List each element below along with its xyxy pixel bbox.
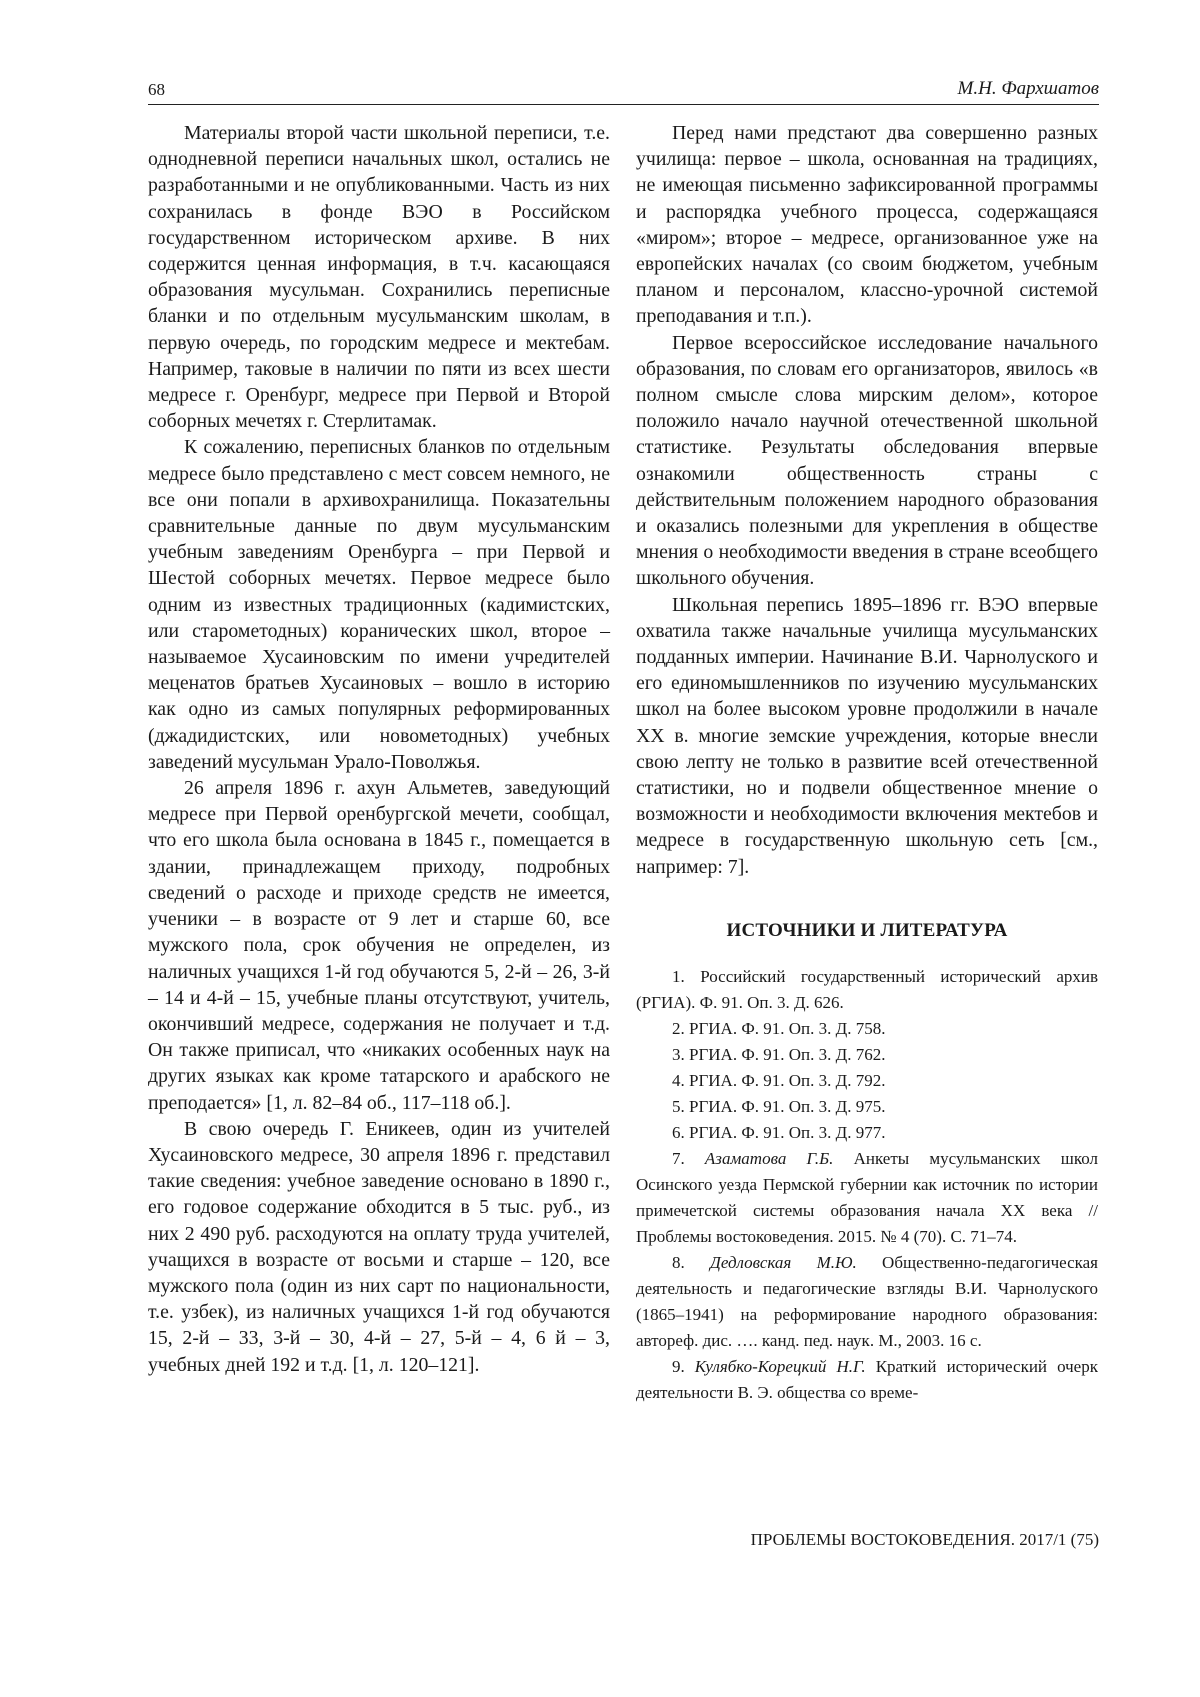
reference-number: 1.	[672, 967, 685, 987]
reference-number: 8.	[672, 1253, 685, 1273]
reference-text: Краткий исторический очерк деятельности В. Э. общества со време-	[636, 1357, 1098, 1403]
reference-text: РГИА. Ф. 91. Оп. 3. Д. 792.	[689, 1071, 886, 1091]
reference-number: 9.	[672, 1357, 685, 1377]
reference-item	[636, 1250, 1098, 1354]
author-header: М.Н. Фархшатов	[957, 78, 1099, 99]
reference-text: РГИА. Ф. 91. Оп. 3. Д. 975.	[689, 1097, 886, 1117]
reference-number: 6.	[672, 1123, 685, 1143]
left-column	[148, 120, 610, 1378]
reference-number: 5.	[672, 1097, 685, 1117]
reference-author: Кулябко-Корецкий Н.Г.	[694, 1357, 866, 1377]
journal-footer: ПРОБЛЕМЫ ВОСТОКОВЕДЕНИЯ. 2017/1 (75)	[750, 1530, 1099, 1549]
reference-item	[636, 1042, 1098, 1068]
right-column	[636, 120, 1098, 1406]
reference-item	[636, 1016, 1098, 1042]
paragraph: Первое всероссийское исследование начального образования, по словам его организаторов, явилось «в полном смысле слова мирским делом», которое положило начало научной отечественной школьной статистике. Результаты обследования впервые ознакомили общественность страны с действительным положением народного образования и оказались полезными для укрепления в обществе мнения о необходимости введения в стране всеобщего школьного обучения.	[636, 331, 1098, 590]
paragraph: Материалы второй части школьной переписи, т.е. однодневной переписи начальных школ, остались не разработанными и не опубликованными. Часть из них сохранилась в фонде ВЭО в Российском государственном историческом архиве. В них содержится ценная информация, в т.ч. касающаяся образования мусульман. Сохранились переписные бланки и по отдельным мусульманским школам, в первую очередь, по городским медресе и мектебам. Например, таковые в наличии по пяти из всех шести медресе г. Оренбург, медресе при Первой и Второй соборных мечетях г. Стерлитамак.	[148, 122, 610, 433]
references-list	[636, 964, 1098, 1406]
reference-number: 7.	[672, 1149, 685, 1169]
reference-number: 3.	[672, 1045, 685, 1065]
reference-text: Общественно-педагогическая деятельность и педагогические взгляды В.И. Чарнолуского (1865–1941) на реформирование народного образования: автореф. дис. …. канд. пед. наук. М., 2003. 16 с.	[636, 1253, 1098, 1351]
reference-item	[636, 1068, 1098, 1094]
reference-text: РГИА. Ф. 91. Оп. 3. Д. 762.	[689, 1045, 886, 1065]
paragraph: Школьная перепись 1895–1896 гг. ВЭО впервые охватила также начальные училища мусульманских подданных империи. Начинание В.И. Чарнолуского и его единомышленников по изучению мусульманских школ на более высоком уровне продолжили в начале XX в. многие земские учреждения, которые внесли свою лепту не только в развитие всей отечественной статистики, но и подвели общественное мнение о возможности и необходимости включения мектебов и медресе в государственную школьную сеть [см., например: 7].	[636, 593, 1098, 878]
reference-text: Анкеты мусульманских школ Осинского уезда Пермской губернии как источник по истории примечетской системы образования начала XX века // Проблемы востоковедения. 2015. № 4 (70). С. 71–74.	[636, 1149, 1099, 1247]
paragraph: Перед нами предстают два совершенно разных училища: первое – школа, основанная на традициях, не имеющая письменно зафиксированной программы и распорядка учебного процесса, содержащаяся «миром»; второе – медресе, организованное уже на европейских началах (со своим бюджетом, учебным планом и персоналом, классно-урочной системой преподавания и т.п.).	[636, 122, 1098, 328]
reference-author: Дедловская М.Ю.	[710, 1253, 857, 1273]
reference-item	[636, 964, 1098, 1016]
running-head	[148, 78, 1099, 105]
references-heading: ИСТОЧНИКИ И ЛИТЕРАТУРА	[726, 919, 1008, 941]
paragraph: В свою очередь Г. Еникеев, один из учителей Хусаиновского медресе, 30 апреля 1896 г. представил такие сведения: учебное заведение основано в 1890 г., его годовое содержание обходится в 5 тыс. руб., из них 2 490 руб. расходуются на оплату труда учителей, учащихся в возрасте от восьми и старше – 120, все мужского пола (один из них сарт по национальности, т.е. узбек), из наличных учащихся 1-й год обучаются 15, 2-й – 33, 3-й – 30, 4-й – 27, 5-й – 4, 6 й – 3, учебных дней 192 и т.д. [1, л. 120–121].	[148, 1117, 610, 1376]
reference-item	[636, 1094, 1098, 1120]
paragraph: К сожалению, переписных бланков по отдельным медресе было представлено с мест совсем немного, не все они попали в архивохранилища. Показательны сравнительные данные по двум мусульманским учебным заведениям Оренбурга – при Первой и Шестой соборных мечетях. Первое медресе было одним из известных традиционных (кадимистских, или старометодных) коранических школ, второе – называемое Хусаиновским по имени учредителей меценатов братьев Хусаиновых – вошло в историю как одно из самых популярных реформированных (джадидистских, или новометодных) учебных заведений мусульман Урало-Поволжья.	[148, 436, 610, 773]
reference-number: 2.	[672, 1019, 685, 1039]
reference-item	[636, 1120, 1098, 1146]
reference-number: 4.	[672, 1071, 685, 1091]
reference-item	[636, 1354, 1098, 1406]
reference-text: РГИА. Ф. 91. Оп. 3. Д. 758.	[689, 1019, 886, 1039]
reference-item	[636, 1146, 1098, 1250]
paragraph: 26 апреля 1896 г. ахун Альметев, заведующий медресе при Первой оренбургской мечети, сообщал, что его школа была основана в 1845 г., помещается в здании, принадлежащем приходу, подробных сведений о расходе и приходе средств не имеется, ученики – в возрасте от 9 лет и старше 60, все мужского пола, срок обучения не определен, из наличных учащихся 1-й год обучаются 5, 2-й – 26, 3-й – 14 и 4-й – 15, учебные планы отсутствуют, учитель, окончивший медресе, содержания не получает и т.д. Он также приписал, что «никаких особенных наук на других языках как кроме татарского и арабского не преподается» [1, л. 82–84 об., 117–118 об.].	[148, 777, 610, 1114]
reference-author: Азаматова Г.Б.	[704, 1149, 834, 1169]
reference-text: РГИА. Ф. 91. Оп. 3. Д. 977.	[689, 1123, 886, 1143]
page-number: 68	[148, 80, 165, 99]
reference-text: Российский государственный исторический архив (РГИА). Ф. 91. Оп. 3. Д. 626.	[636, 967, 1098, 1013]
